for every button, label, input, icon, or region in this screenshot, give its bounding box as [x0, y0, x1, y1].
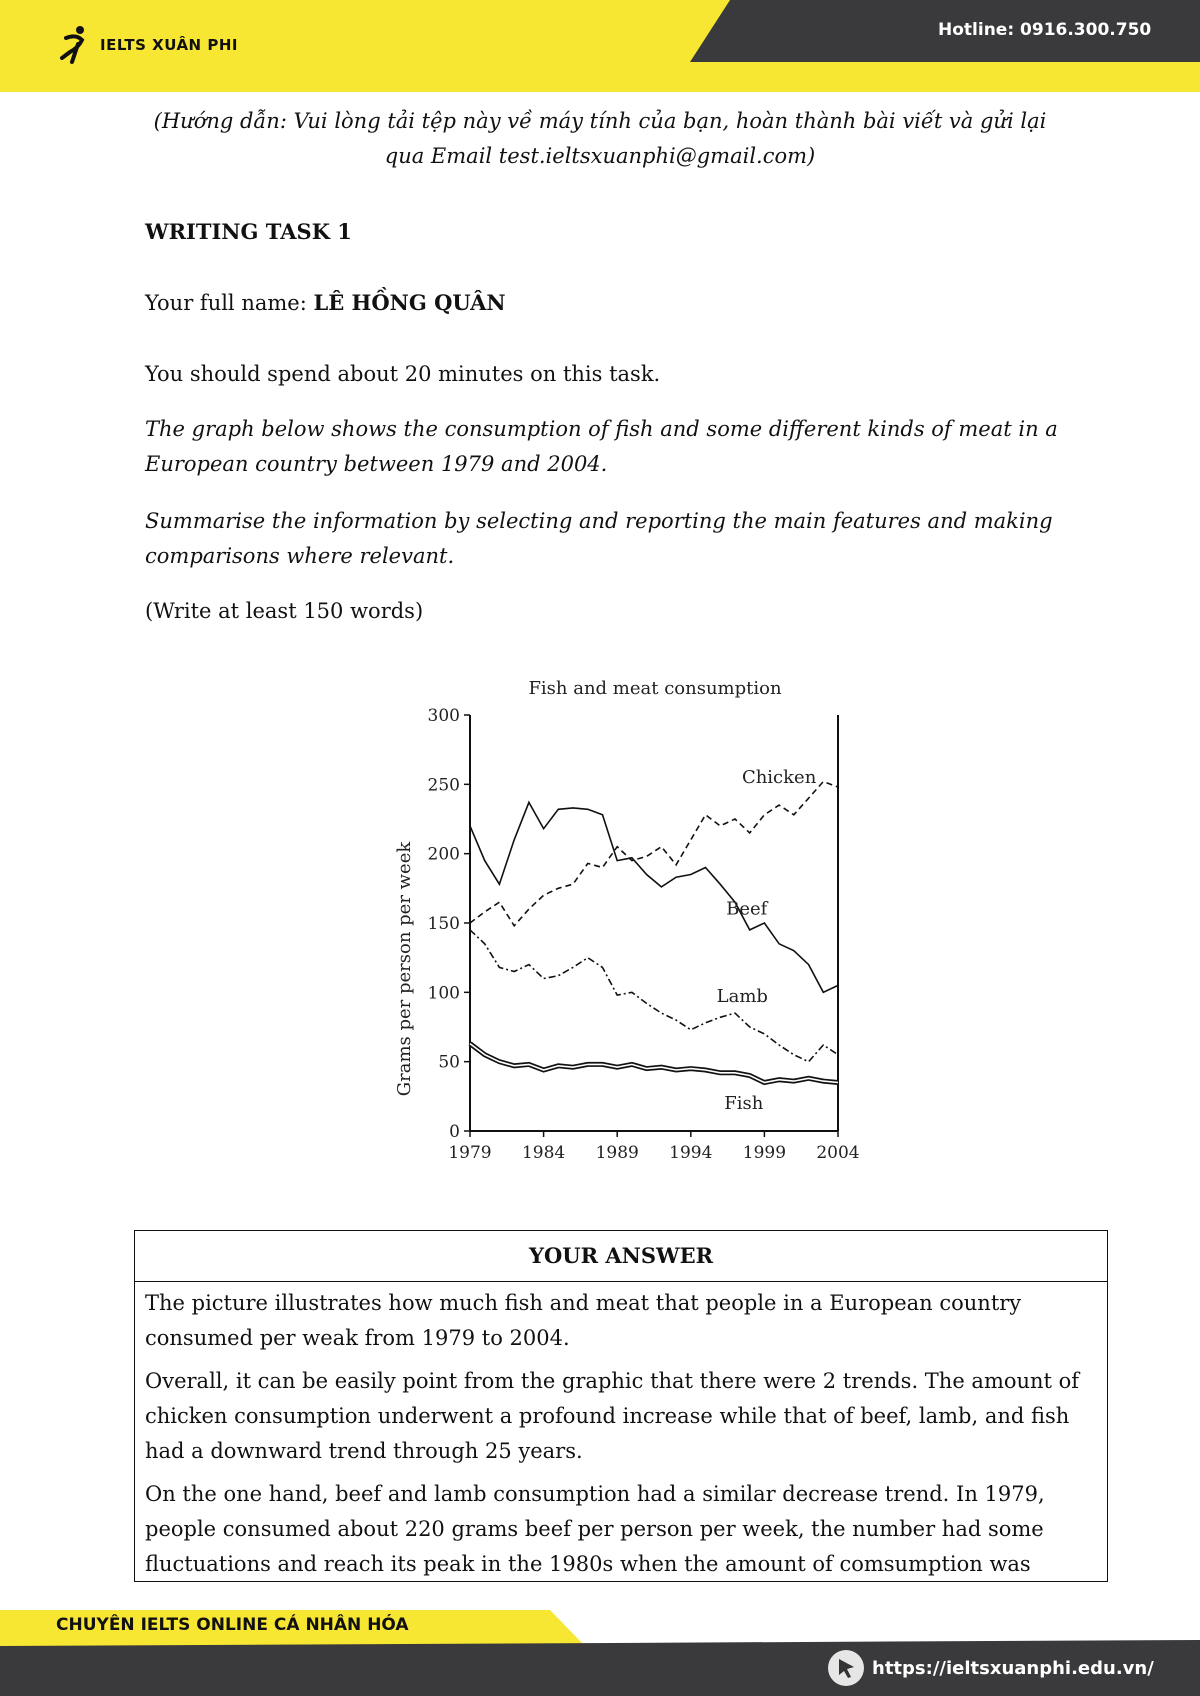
task-heading: WRITING TASK 1: [145, 219, 352, 244]
x-tick-label: 1979: [448, 1143, 492, 1163]
chart-series: [470, 782, 838, 1083]
x-tick-label: 1989: [595, 1143, 639, 1163]
answer-paragraph-2: Overall, it can be easily point from the graphic that there were 2 trends. The amount of chicken consumption underwent a profound increase while that of beef, lamb, and fish had a downward trend through 25 years.: [145, 1369, 1080, 1463]
series-label-beef: Beef: [726, 898, 768, 920]
y-tick-label: 50: [438, 1052, 460, 1073]
line-chart: [380, 665, 860, 1185]
cursor-icon: [828, 1650, 864, 1686]
task-instruction: Summarise the information by selecting and reporting the main features and making comparisons where relevant.: [145, 509, 1053, 568]
x-tick-label: 2004: [816, 1143, 860, 1163]
answer-paragraph-1: The picture illustrates how much fish and meat that people in a European country consumed per weak from 1979 to 2004.: [145, 1291, 1022, 1350]
chart-title: Fish and meat consumption: [528, 678, 782, 699]
x-tick-label: 1984: [521, 1143, 566, 1163]
y-tick-label: 100: [427, 983, 460, 1004]
website-link[interactable]: https://ieltsxuanphi.edu.vn/: [872, 1658, 1154, 1679]
task-prompt: The graph below shows the consumption of fish and some different kinds of meat in a European country between 1979 and 2004.: [145, 417, 1058, 476]
full-name-value: LÊ HỒNG QUÂN: [313, 290, 506, 315]
y-axis-label: Grams per person per week: [394, 841, 415, 1097]
series-label-chicken: Chicken: [741, 766, 817, 788]
full-name-line: [145, 285, 1085, 321]
series-line-lamb: [470, 930, 838, 1062]
footer-tagline: CHUYÊN IELTS ONLINE CÁ NHÂN HÓA: [56, 1615, 409, 1635]
full-name-label: Your full name:: [145, 291, 314, 315]
series-line-beef: [470, 802, 838, 992]
x-tick-label: 1999: [742, 1143, 787, 1163]
series-label-fish: Fish: [724, 1092, 764, 1114]
brand-name: IELTS XUÂN PHI: [100, 36, 238, 54]
y-tick-label: 250: [427, 775, 460, 796]
y-tick-label: 150: [427, 914, 460, 934]
brand-logo[interactable]: [58, 24, 238, 66]
series-label-lamb: Lamb: [716, 986, 768, 1008]
y-tick-label: 0: [449, 1122, 460, 1142]
instructions: [100, 104, 1100, 174]
time-note: You should spend about 20 minutes on this task.: [145, 362, 661, 386]
answer-heading: YOUR ANSWER: [135, 1231, 1107, 1282]
runner-logo-icon: [58, 24, 94, 66]
answer-box: [134, 1230, 1108, 1582]
answer-body[interactable]: [135, 1282, 1107, 1582]
instruction-line-2: qua Email test.ieltsxuanphi@gmail.com): [384, 144, 816, 168]
series-line-fish: [470, 1044, 838, 1083]
answer-paragraph-3: On the one hand, beef and lamb consumption had a similar decrease trend. In 1979, people consumed about 220 grams beef per person per week, the number had some fluctuations and reach its peak in the 1980s when the amount of comsumption was: [145, 1482, 1045, 1576]
instruction-line-1: (Hướng dẫn: Vui lòng tải tệp này về máy tính của bạn, hoàn thành bài viết và gửi lại: [153, 109, 1047, 133]
y-tick-label: 200: [427, 844, 460, 865]
chart-container: [380, 665, 860, 1185]
x-tick-label: 1994: [669, 1143, 713, 1163]
word-count-note: (Write at least 150 words): [145, 599, 424, 623]
chart-series-labels: [717, 767, 817, 1114]
series-line-chicken: [470, 782, 838, 926]
y-tick-label: 300: [427, 706, 460, 726]
hotline-text[interactable]: Hotline: 0916.300.750: [938, 20, 1152, 40]
